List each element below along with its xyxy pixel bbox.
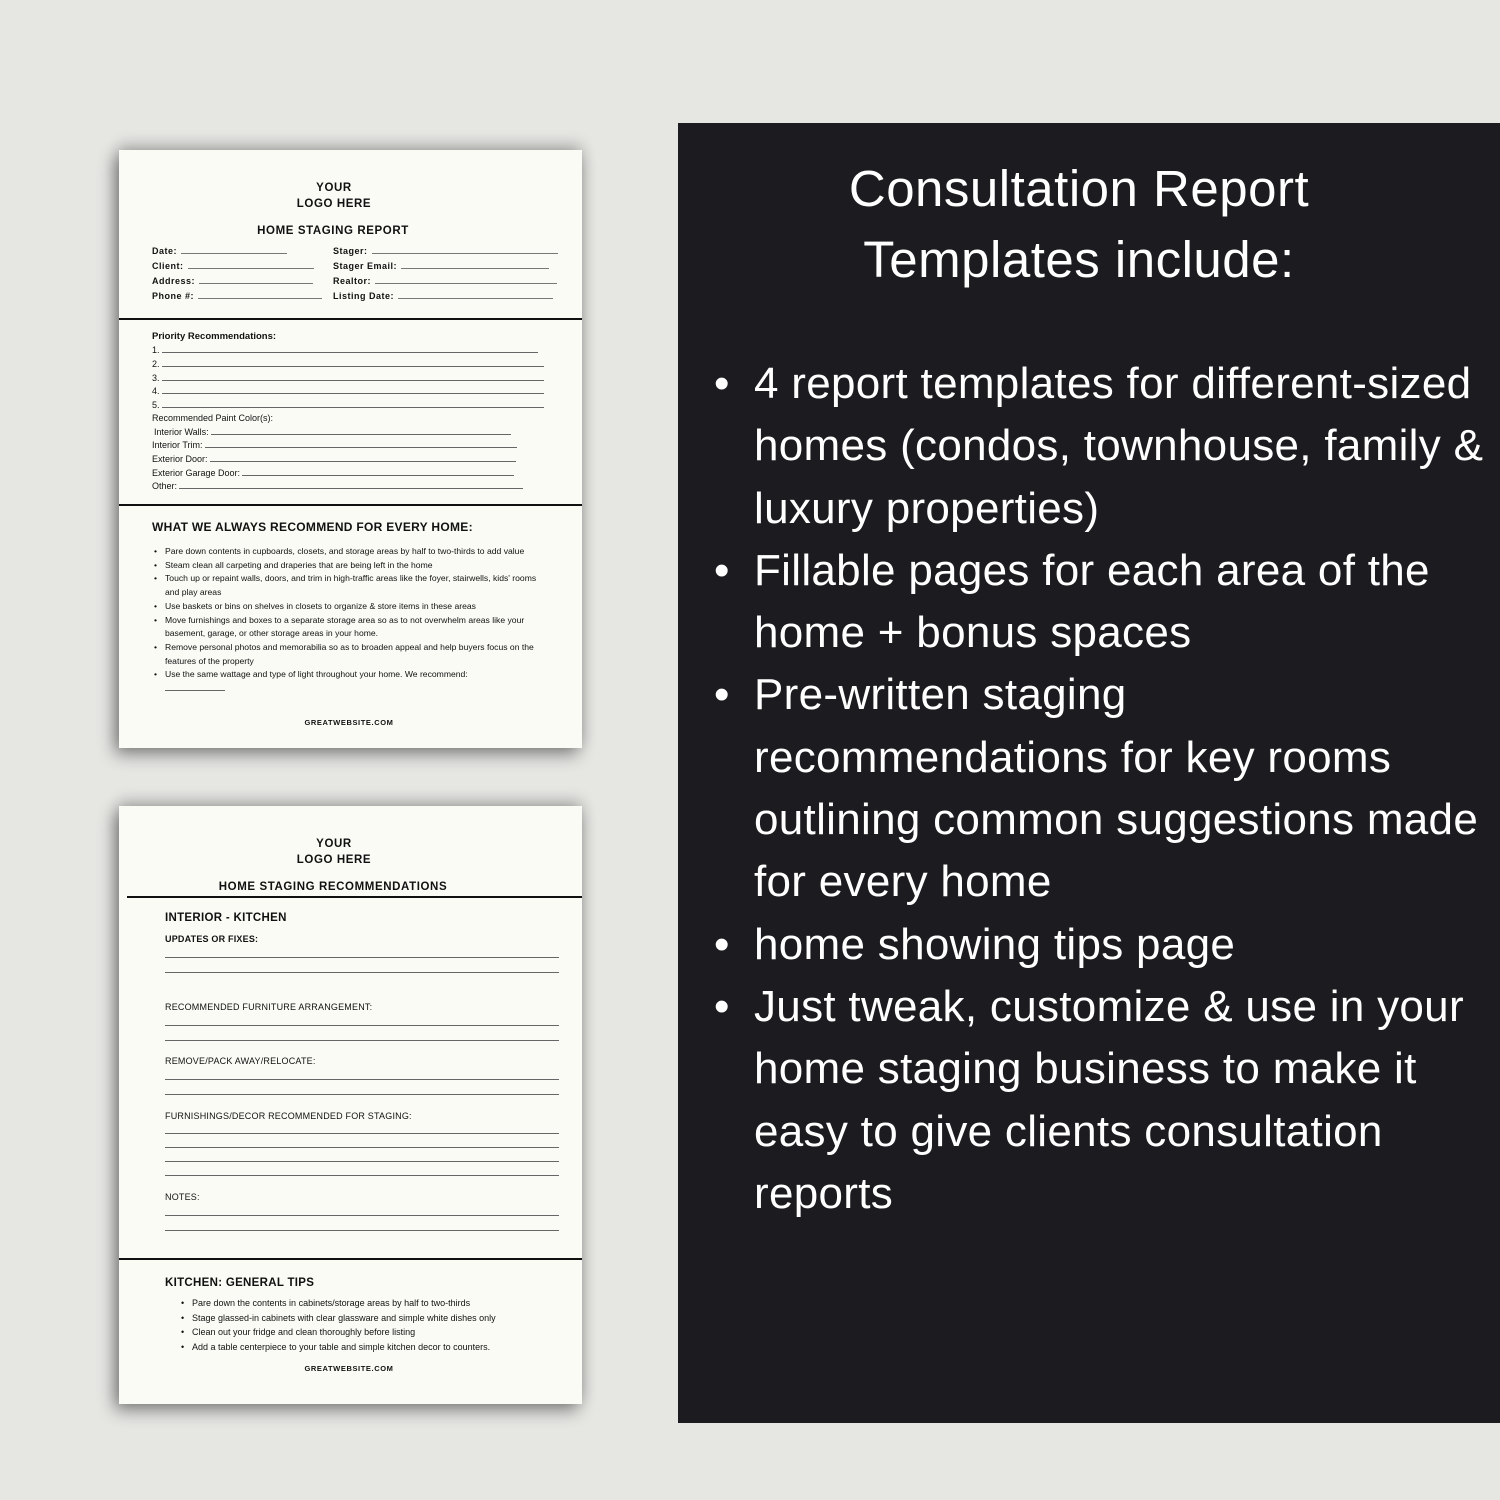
priority-item: 2.: [152, 359, 544, 369]
list-item: • Pare down the contents in cabinets/storage areas by half to two-thirds: [192, 1296, 582, 1311]
list-item: • Clean out your fridge and clean thoroughly before listing: [192, 1325, 582, 1340]
field-stager: Stager:: [333, 246, 558, 256]
home-staging-recommendations-page: [119, 806, 582, 1404]
report-title: HOME STAGING REPORT: [257, 225, 409, 237]
furniture-label: RECOMMENDED FURNITURE ARRANGEMENT:: [165, 1002, 373, 1012]
write-line: [165, 1175, 559, 1176]
field-address: Address:: [152, 276, 313, 286]
feature-item: • Fillable pages for each area of the home + bonus spaces: [754, 540, 1484, 665]
field-client: Client:: [152, 261, 314, 271]
field-stager-email: Stager Email:: [333, 261, 549, 271]
feature-item: • home showing tips page: [754, 914, 1484, 976]
priority-item: 1.: [152, 345, 538, 355]
list-item: • Remove personal photos and memorabilia so as to broaden appeal and help buyers focus on the features of the property: [165, 641, 545, 668]
logo-placeholder: YOUR LOGO HERE: [296, 838, 372, 866]
write-line: [165, 957, 559, 958]
list-item: • Stage glassed-in cabinets with clear glassware and simple white dishes only: [192, 1311, 582, 1326]
paint-exterior-door: Exterior Door:: [152, 454, 516, 464]
paint-other: Other:: [152, 481, 523, 491]
feature-list: [754, 353, 1484, 1225]
paint-interior-walls: Interior Walls:: [154, 427, 511, 437]
logo-placeholder: YOUR LOGO HERE: [296, 182, 372, 210]
field-listing-date: Listing Date:: [333, 291, 553, 301]
write-line: [165, 1230, 559, 1231]
write-line: [165, 1215, 559, 1216]
list-item: • Move furnishings and boxes to a separate storage area so as to not overwhelm areas like your basement, garage, or other storage areas in your home.: [165, 614, 545, 641]
priority-item: 3.: [152, 373, 544, 383]
priority-heading: Priority Recommendations:: [152, 331, 277, 342]
write-line: [165, 1133, 559, 1134]
info-panel: [678, 123, 1500, 1423]
list-item: • Pare down contents in cupboards, closets, and storage areas by half to two-thirds to add value: [165, 545, 545, 559]
list-item: • Use the same wattage and type of light throughout your home. We recommend:: [165, 668, 545, 695]
list-item: • Steam clean all carpeting and draperies that are being left in the home: [165, 559, 545, 573]
list-item: • Add a table centerpiece to your table and simple kitchen decor to counters.: [192, 1340, 582, 1355]
panel-title: Consultation Report Templates include:: [848, 160, 1310, 288]
paint-heading: Recommended Paint Color(s):: [152, 413, 274, 423]
field-date: Date:: [152, 246, 287, 256]
feature-item: • 4 report templates for different-sized homes (condos, townhouse, family & luxury properties): [754, 353, 1484, 540]
section-divider: [119, 1258, 582, 1260]
field-phone: Phone #:: [152, 291, 322, 301]
write-line: [165, 1094, 559, 1095]
page-footer: GREATWEBSITE.COM: [304, 718, 394, 727]
page-footer: GREATWEBSITE.COM: [304, 1364, 394, 1373]
feature-item: • Pre-written staging recommendations for key rooms outlining common suggestions made for every home: [754, 664, 1484, 913]
write-line: [165, 972, 559, 973]
tips-heading: KITCHEN: GENERAL TIPS: [165, 1277, 315, 1289]
recommendations-title: HOME STAGING RECOMMENDATIONS: [218, 881, 448, 893]
section-divider: [119, 318, 582, 320]
field-realtor: Realtor:: [333, 276, 557, 286]
home-staging-report-page: [119, 150, 582, 748]
always-recommend-heading: WHAT WE ALWAYS RECOMMEND FOR EVERY HOME:: [152, 520, 473, 534]
always-recommend-list: [152, 545, 545, 696]
write-line: [165, 1079, 559, 1080]
room-heading: INTERIOR - KITCHEN: [165, 912, 287, 924]
paint-garage-door: Exterior Garage Door:: [152, 468, 514, 478]
tips-list: [179, 1296, 582, 1354]
paint-interior-trim: Interior Trim:: [152, 440, 517, 450]
remove-label: REMOVE/PACK AWAY/RELOCATE:: [165, 1056, 316, 1066]
notes-label: NOTES:: [165, 1192, 200, 1202]
list-item: • Use baskets or bins on shelves in closets to organize & store items in these areas: [165, 600, 545, 614]
feature-item: • Just tweak, customize & use in your home staging business to make it easy to give clients consultation reports: [754, 976, 1484, 1225]
write-line: [165, 1025, 559, 1026]
priority-item: 5.: [152, 400, 544, 410]
furnishings-label: FURNISHINGS/DECOR RECOMMENDED FOR STAGING:: [165, 1111, 412, 1121]
title-underline: [127, 896, 582, 898]
fill-in-blank: [165, 683, 225, 691]
write-line: [165, 1040, 559, 1041]
updates-label: UPDATES OR FIXES:: [165, 934, 259, 944]
write-line: [165, 1147, 559, 1148]
list-item: • Touch up or repaint walls, doors, and trim in high-traffic areas like the foyer, stairwells, kids' rooms and play areas: [165, 572, 545, 599]
priority-item: 4.: [152, 386, 544, 396]
write-line: [165, 1161, 559, 1162]
section-divider: [119, 504, 582, 506]
